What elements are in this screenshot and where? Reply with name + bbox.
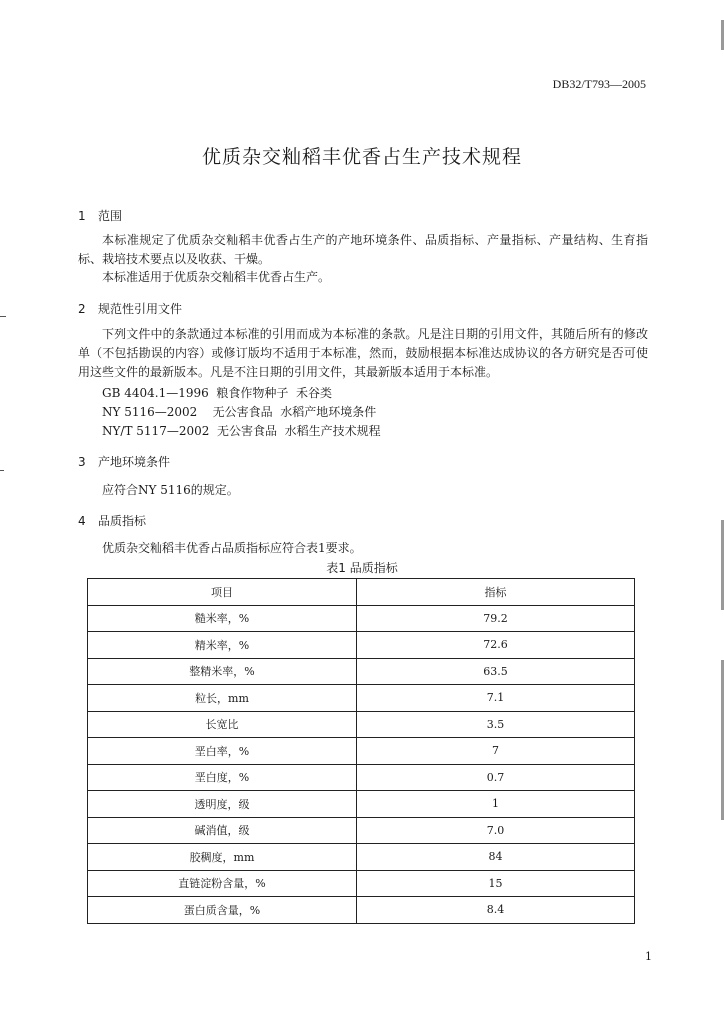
column-header-item: 项目 xyxy=(88,579,357,606)
value-cell: 7 xyxy=(357,738,635,765)
item-cell: 垩白率，% xyxy=(88,738,357,765)
section-title: 产地环境条件 xyxy=(98,455,171,469)
document-code: DB32/T793—2005 xyxy=(552,77,646,91)
column-header-value: 指标 xyxy=(357,579,635,606)
value-cell: 72.6 xyxy=(357,632,635,659)
table-row xyxy=(88,658,635,685)
reference-item: NY/T 5117—2002 无公害食品 水稻生产技术规程 xyxy=(102,424,381,438)
table-caption: 表1 品质指标 xyxy=(326,561,398,575)
table-row xyxy=(88,817,635,844)
section-4-paragraph-1: 优质杂交籼稻丰优香占品质指标应符合表1要求。 xyxy=(102,541,362,555)
table-row xyxy=(88,605,635,632)
value-cell: 0.7 xyxy=(357,764,635,791)
section-2-heading xyxy=(78,300,182,317)
item-cell: 蛋白质含量，% xyxy=(88,897,357,924)
value-cell: 3.5 xyxy=(357,711,635,738)
table-row xyxy=(88,791,635,818)
page-title: 优质杂交籼稻丰优香占生产技术规程 xyxy=(201,146,522,168)
item-cell: 胶稠度，mm xyxy=(88,844,357,871)
value-cell: 79.2 xyxy=(357,605,635,632)
section-title: 品质指标 xyxy=(98,514,147,528)
section-1-heading xyxy=(78,207,122,224)
table-row xyxy=(88,711,635,738)
item-cell: 粒长，mm xyxy=(88,685,357,712)
table-row xyxy=(88,685,635,712)
value-cell: 8.4 xyxy=(357,897,635,924)
table-row xyxy=(88,632,635,659)
item-cell: 直链淀粉含量，% xyxy=(88,870,357,897)
section-number: 4 xyxy=(78,514,86,528)
value-cell: 15 xyxy=(357,870,635,897)
item-cell: 长宽比 xyxy=(88,711,357,738)
section-title: 范围 xyxy=(98,209,123,223)
item-cell: 垩白度，% xyxy=(88,764,357,791)
quality-table xyxy=(87,578,635,924)
section-number: 3 xyxy=(78,455,86,469)
item-cell: 整精米率，% xyxy=(88,658,357,685)
section-4-heading xyxy=(78,512,146,529)
section-2-paragraph-1: 下列文件中的条款通过本标准的引用而成为本标准的条款。凡是注日期的引用文件，其随后所有的修改单（不包括勘误的内容）或修订版均不适用于本标准，然而，鼓励根据本标准达成协议的各方研究是否可使用这些文件的最新版本。凡是不注日期的引用文件，其最新版本适用于本标准。 xyxy=(78,327,648,379)
scan-margin-mark xyxy=(0,470,4,471)
table-row xyxy=(88,738,635,765)
value-cell: 1 xyxy=(357,791,635,818)
section-title: 规范性引用文件 xyxy=(98,302,183,316)
table-row xyxy=(88,870,635,897)
value-cell: 7.0 xyxy=(357,817,635,844)
reference-item: NY 5116—2002 无公害食品 水稻产地环境条件 xyxy=(102,405,377,419)
page-number: 1 xyxy=(645,950,652,963)
table-row xyxy=(88,897,635,924)
section-number: 2 xyxy=(78,302,86,316)
value-cell: 63.5 xyxy=(357,658,635,685)
section-3-heading xyxy=(78,453,170,470)
scan-margin-mark xyxy=(0,316,6,317)
item-cell: 透明度，级 xyxy=(88,791,357,818)
section-number: 1 xyxy=(78,209,86,223)
section-1-paragraph-1: 本标准规定了优质杂交籼稻丰优香占生产的产地环境条件、品质指标、产量指标、产量结构、生育指标、栽培技术要点以及收获、干燥。 xyxy=(78,233,648,266)
table-row xyxy=(88,764,635,791)
section-1-paragraph-2: 本标准适用于优质杂交籼稻丰优香占生产。 xyxy=(102,270,331,284)
value-cell: 84 xyxy=(357,844,635,871)
reference-item: GB 4404.1—1996 粮食作物种子 禾谷类 xyxy=(102,386,333,400)
value-cell: 7.1 xyxy=(357,685,635,712)
item-cell: 精米率，% xyxy=(88,632,357,659)
table-header-row xyxy=(88,579,635,606)
table-row xyxy=(88,844,635,871)
section-3-paragraph-1: 应符合NY 5116的规定。 xyxy=(102,483,239,497)
item-cell: 碱消值，级 xyxy=(88,817,357,844)
item-cell: 糙米率，% xyxy=(88,605,357,632)
